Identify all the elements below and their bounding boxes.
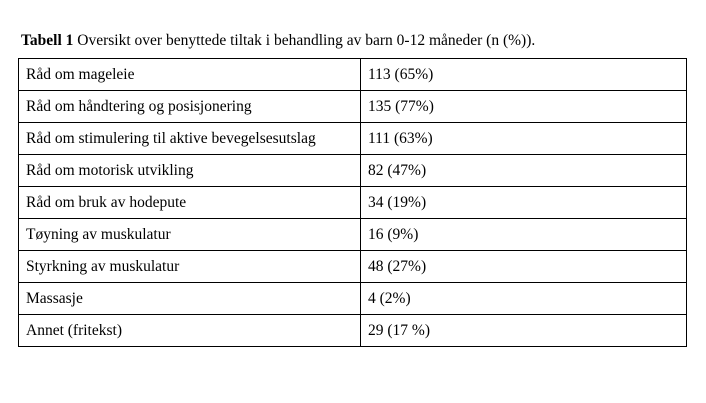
row-label: Råd om stimulering til aktive bevegelsesutslag (19, 123, 361, 155)
row-value: 113 (65%) (361, 59, 687, 91)
table-row (19, 187, 687, 219)
row-value: 48 (27%) (361, 251, 687, 283)
table-row (19, 91, 687, 123)
table-row (19, 283, 687, 315)
table-row (19, 315, 687, 347)
row-label: Styrkning av muskulatur (19, 251, 361, 283)
table-row (19, 251, 687, 283)
table-caption-text: Oversikt over benyttede tiltak i behandling av barn 0-12 måneder (n (%)). (73, 32, 536, 49)
row-value: 29 (17 %) (361, 315, 687, 347)
table-caption-label: Tabell 1 (21, 32, 74, 49)
table-row (19, 219, 687, 251)
row-value: 111 (63%) (361, 123, 687, 155)
row-label: Råd om motorisk utvikling (19, 155, 361, 187)
row-label: Råd om håndtering og posisjonering (19, 91, 361, 123)
row-label: Råd om mageleie (19, 59, 361, 91)
table-row (19, 155, 687, 187)
row-value: 16 (9%) (361, 219, 687, 251)
row-value: 135 (77%) (361, 91, 687, 123)
row-value: 34 (19%) (361, 187, 687, 219)
measures-table (18, 58, 687, 347)
table-row (19, 123, 687, 155)
row-label: Massasje (19, 283, 361, 315)
row-label: Annet (fritekst) (19, 315, 361, 347)
row-label: Tøyning av muskulatur (19, 219, 361, 251)
table-caption (21, 32, 535, 50)
row-label: Råd om bruk av hodepute (19, 187, 361, 219)
row-value: 82 (47%) (361, 155, 687, 187)
table-row (19, 59, 687, 91)
row-value: 4 (2%) (361, 283, 687, 315)
